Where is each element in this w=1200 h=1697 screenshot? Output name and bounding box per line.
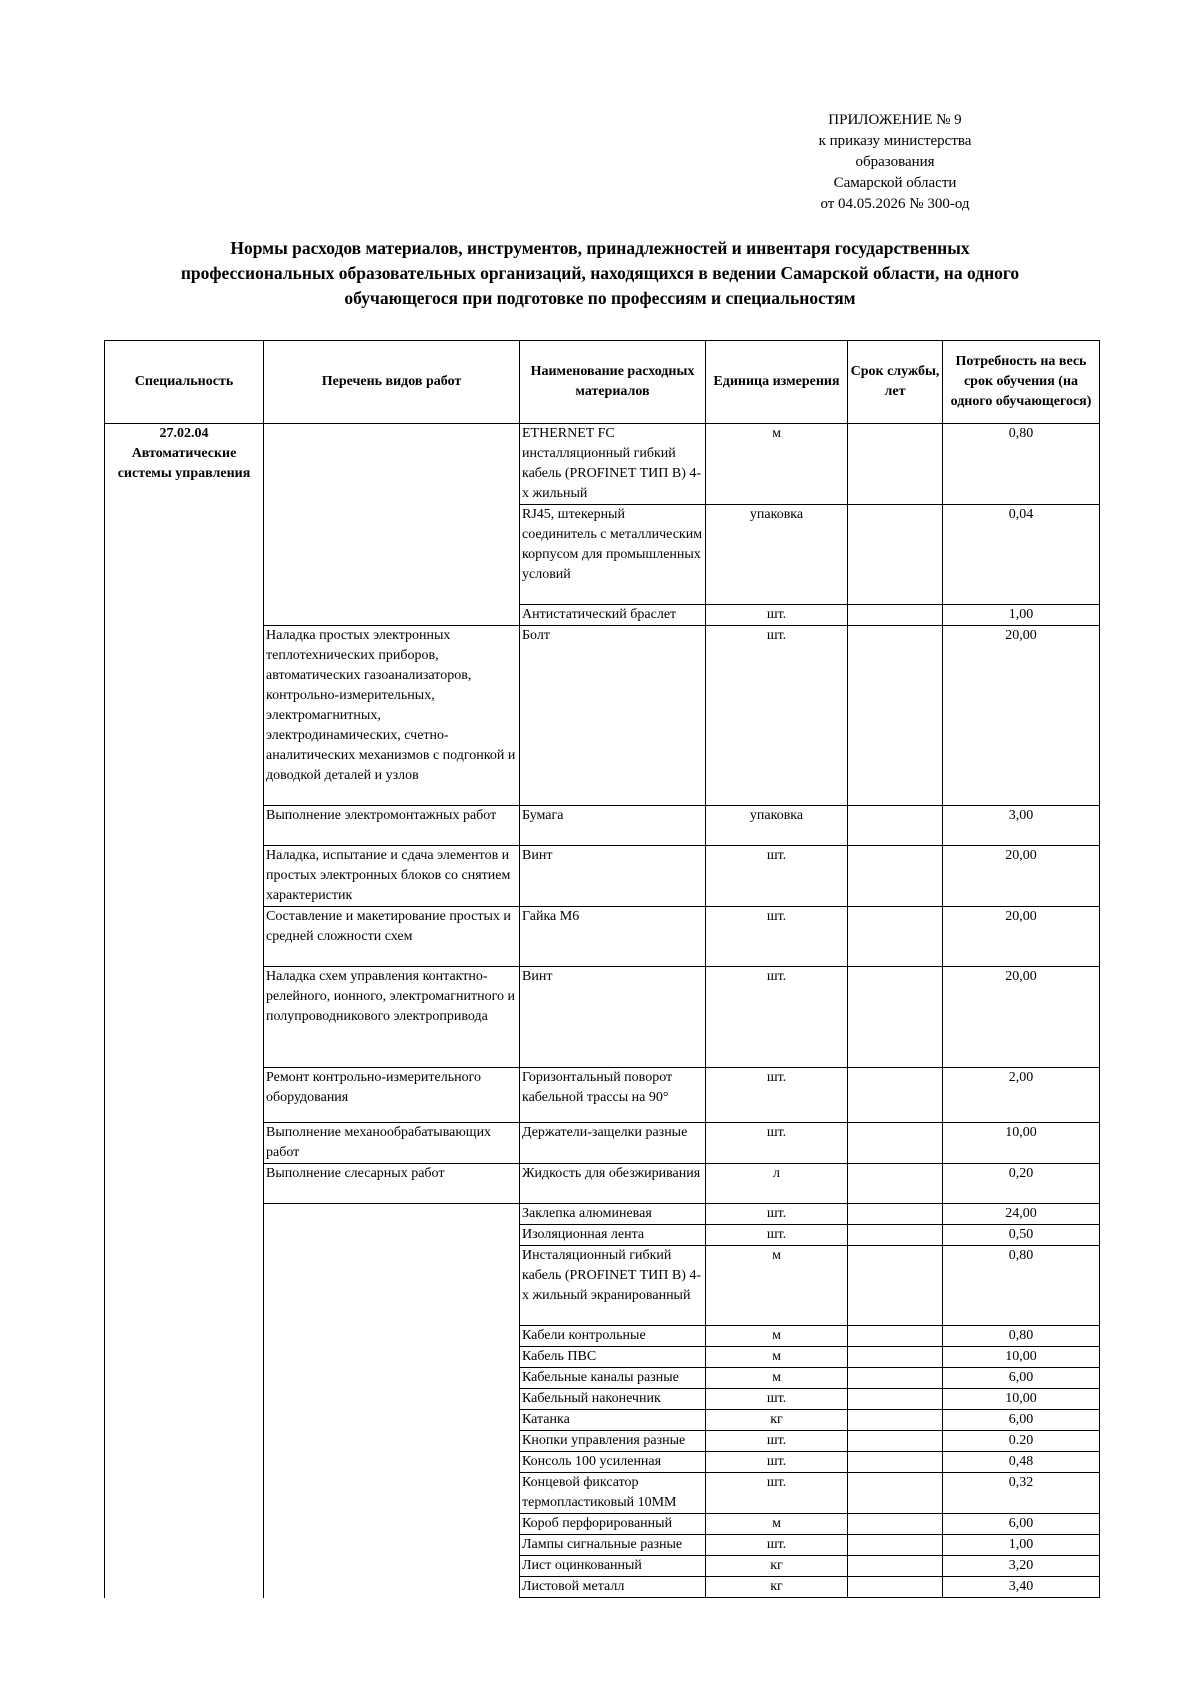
work-type-cell — [264, 424, 520, 626]
work-type-cell: Выполнение электромонтажных работ — [264, 806, 520, 846]
unit-cell: шт. — [706, 626, 848, 806]
unit-cell: шт. — [706, 1535, 848, 1556]
amount-cell: 20,00 — [943, 846, 1100, 907]
amount-cell: 6,00 — [943, 1368, 1100, 1389]
appendix-header — [780, 110, 1010, 215]
material-cell: Винт — [520, 846, 706, 907]
work-type-cell: Ремонт контрольно-измерительного оборудования — [264, 1068, 520, 1123]
service-life-cell — [848, 1431, 943, 1452]
material-cell: Концевой фиксатор термопластиковый 10ММ — [520, 1473, 706, 1514]
appendix-order-line: к приказу министерства — [818, 133, 972, 149]
material-cell: Короб перфорированный — [520, 1514, 706, 1535]
amount-cell: 0.20 — [943, 1431, 1100, 1452]
unit-cell: шт. — [706, 1389, 848, 1410]
amount-cell: 20,00 — [943, 626, 1100, 806]
unit-cell: шт. — [706, 1452, 848, 1473]
work-type-cell: Выполнение слесарных работ — [264, 1164, 520, 1204]
service-life-cell — [848, 967, 943, 1068]
material-cell: Кабель ПВС — [520, 1347, 706, 1368]
unit-cell: м — [706, 1347, 848, 1368]
unit-cell: м — [706, 1368, 848, 1389]
service-life-cell — [848, 1452, 943, 1473]
amount-cell: 3,00 — [943, 806, 1100, 846]
material-cell: Кнопки управления разные — [520, 1431, 706, 1452]
material-cell: Жидкость для обезжиривания — [520, 1164, 706, 1204]
amount-cell: 0,48 — [943, 1452, 1100, 1473]
amount-cell: 0,80 — [943, 424, 1100, 505]
appendix-ministry-line: образования — [855, 154, 935, 170]
material-cell: Лампы сигнальные разные — [520, 1535, 706, 1556]
work-type-cell: Составление и макетирование простых и средней сложности схем — [264, 907, 520, 967]
amount-cell: 2,00 — [943, 1068, 1100, 1123]
service-life-cell — [848, 1164, 943, 1204]
amount-cell: 20,00 — [943, 907, 1100, 967]
amount-cell: 0,32 — [943, 1473, 1100, 1514]
material-cell: Антистатический браслет — [520, 605, 706, 626]
service-life-cell — [848, 806, 943, 846]
unit-cell: упаковка — [706, 505, 848, 605]
amount-cell: 6,00 — [943, 1410, 1100, 1431]
header-work-types: Перечень видов работ — [264, 341, 520, 424]
service-life-cell — [848, 1204, 943, 1225]
service-life-cell — [848, 626, 943, 806]
unit-cell: шт. — [706, 1204, 848, 1225]
unit-cell: упаковка — [706, 806, 848, 846]
amount-cell: 1,00 — [943, 1535, 1100, 1556]
header-service-life: Срок службы, лет — [848, 341, 943, 424]
service-life-cell — [848, 1389, 943, 1410]
service-life-cell — [848, 1368, 943, 1389]
service-life-cell — [848, 1410, 943, 1431]
service-life-cell — [848, 846, 943, 907]
unit-cell: шт. — [706, 846, 848, 907]
unit-cell: м — [706, 1246, 848, 1326]
unit-cell: шт. — [706, 605, 848, 626]
service-life-cell — [848, 1123, 943, 1164]
unit-cell: м — [706, 1326, 848, 1347]
material-cell: Кабельный наконечник — [520, 1389, 706, 1410]
service-life-cell — [848, 1577, 943, 1598]
specialty-name: Автоматические системы управления — [117, 446, 251, 481]
material-cell: Кабели контрольные — [520, 1326, 706, 1347]
material-cell: Болт — [520, 626, 706, 806]
unit-cell: кг — [706, 1577, 848, 1598]
service-life-cell — [848, 1246, 943, 1326]
material-cell: ETHERNET FC инсталляционный гибкий кабель (PROFINET ТИП B) 4-х жильный — [520, 424, 706, 505]
specialty-cell — [105, 424, 264, 1598]
unit-cell: шт. — [706, 1123, 848, 1164]
work-type-cell — [264, 1204, 520, 1598]
table-row — [105, 424, 1100, 505]
amount-cell: 0,04 — [943, 505, 1100, 605]
service-life-cell — [848, 1068, 943, 1123]
appendix-region-line: Самарской области — [833, 175, 957, 191]
title-line-2: профессиональных образовательных организаций, находящихся в ведении Самарской области, на одного — [180, 263, 1020, 283]
header-unit: Единица измерения — [706, 341, 848, 424]
material-cell: Бумага — [520, 806, 706, 846]
material-cell: Лист оцинкованный — [520, 1556, 706, 1577]
header-specialty: Специальность — [105, 341, 264, 424]
table-header-row — [105, 341, 1100, 424]
unit-cell: шт. — [706, 967, 848, 1068]
unit-cell: л — [706, 1164, 848, 1204]
amount-cell: 10,00 — [943, 1347, 1100, 1368]
unit-cell: м — [706, 1514, 848, 1535]
unit-cell: шт. — [706, 1068, 848, 1123]
title-line-1: Нормы расходов материалов, инструментов, принадлежностей и инвентаря государственных — [230, 238, 970, 258]
service-life-cell — [848, 1225, 943, 1246]
material-cell: Кабельные каналы разные — [520, 1368, 706, 1389]
service-life-cell — [848, 1347, 943, 1368]
material-cell: Заклепка алюминевая — [520, 1204, 706, 1225]
amount-cell: 0,80 — [943, 1246, 1100, 1326]
amount-cell: 3,40 — [943, 1577, 1100, 1598]
unit-cell: кг — [706, 1556, 848, 1577]
material-cell: Консоль 100 усиленная — [520, 1452, 706, 1473]
unit-cell: м — [706, 424, 848, 505]
service-life-cell — [848, 1326, 943, 1347]
amount-cell: 10,00 — [943, 1389, 1100, 1410]
header-material: Наименование расходных материалов — [520, 341, 706, 424]
unit-cell: шт. — [706, 1225, 848, 1246]
material-cell: Горизонтальный поворот кабельной трассы на 90° — [520, 1068, 706, 1123]
amount-cell: 0,50 — [943, 1225, 1100, 1246]
service-life-cell — [848, 424, 943, 505]
material-cell: Инсталяционный гибкий кабель (PROFINET ТИП B) 4-х жильный экранированный — [520, 1246, 706, 1326]
unit-cell: кг — [706, 1410, 848, 1431]
material-cell: Катанка — [520, 1410, 706, 1431]
work-type-cell: Выполнение механообрабатывающих работ — [264, 1123, 520, 1164]
material-cell: Листовой металл — [520, 1577, 706, 1598]
material-cell: Гайка М6 — [520, 907, 706, 967]
amount-cell: 6,00 — [943, 1514, 1100, 1535]
unit-cell: шт. — [706, 1431, 848, 1452]
work-type-cell: Наладка схем управления контактно-релейного, ионного, электромагнитного и полупроводникового электропривода — [264, 967, 520, 1068]
amount-cell: 20,00 — [943, 967, 1100, 1068]
amount-cell: 1,00 — [943, 605, 1100, 626]
unit-cell: шт. — [706, 1473, 848, 1514]
service-life-cell — [848, 1535, 943, 1556]
title-line-3: обучающегося при подготовке по профессиям и специальностям — [344, 288, 856, 308]
amount-cell: 24,00 — [943, 1204, 1100, 1225]
amount-cell: 0,20 — [943, 1164, 1100, 1204]
service-life-cell — [848, 605, 943, 626]
work-type-cell: Наладка, испытание и сдача элементов и простых электронных блоков со снятием характеристик — [264, 846, 520, 907]
material-cell: RJ45, штекерный соединитель с металлическим корпусом для промышленных условий — [520, 505, 706, 605]
amount-cell: 3,20 — [943, 1556, 1100, 1577]
appendix-number: ПРИЛОЖЕНИЕ № 9 — [828, 112, 962, 128]
work-type-cell: Наладка простых электронных теплотехнических приборов, автоматических газоанализаторов, контрольно-измерительных, электромагнитных, электродинамических, счетно-аналитических механизмов с подгонкой и доводкой деталей и узлов — [264, 626, 520, 806]
specialty-code: 27.02.04 — [159, 426, 209, 441]
material-cell: Винт — [520, 967, 706, 1068]
material-cell: Держатели-защелки разные — [520, 1123, 706, 1164]
norms-table — [104, 340, 1100, 1598]
amount-cell: 0,80 — [943, 1326, 1100, 1347]
service-life-cell — [848, 1473, 943, 1514]
service-life-cell — [848, 1514, 943, 1535]
service-life-cell — [848, 1556, 943, 1577]
amount-cell: 10,00 — [943, 1123, 1100, 1164]
service-life-cell — [848, 505, 943, 605]
service-life-cell — [848, 907, 943, 967]
header-need: Потребность на весь срок обучения (на одного обучающегося) — [943, 341, 1100, 424]
document-title — [120, 236, 1080, 311]
appendix-date-line: от 04.05.2026 № 300-од — [820, 196, 970, 212]
material-cell: Изоляционная лента — [520, 1225, 706, 1246]
unit-cell: шт. — [706, 907, 848, 967]
